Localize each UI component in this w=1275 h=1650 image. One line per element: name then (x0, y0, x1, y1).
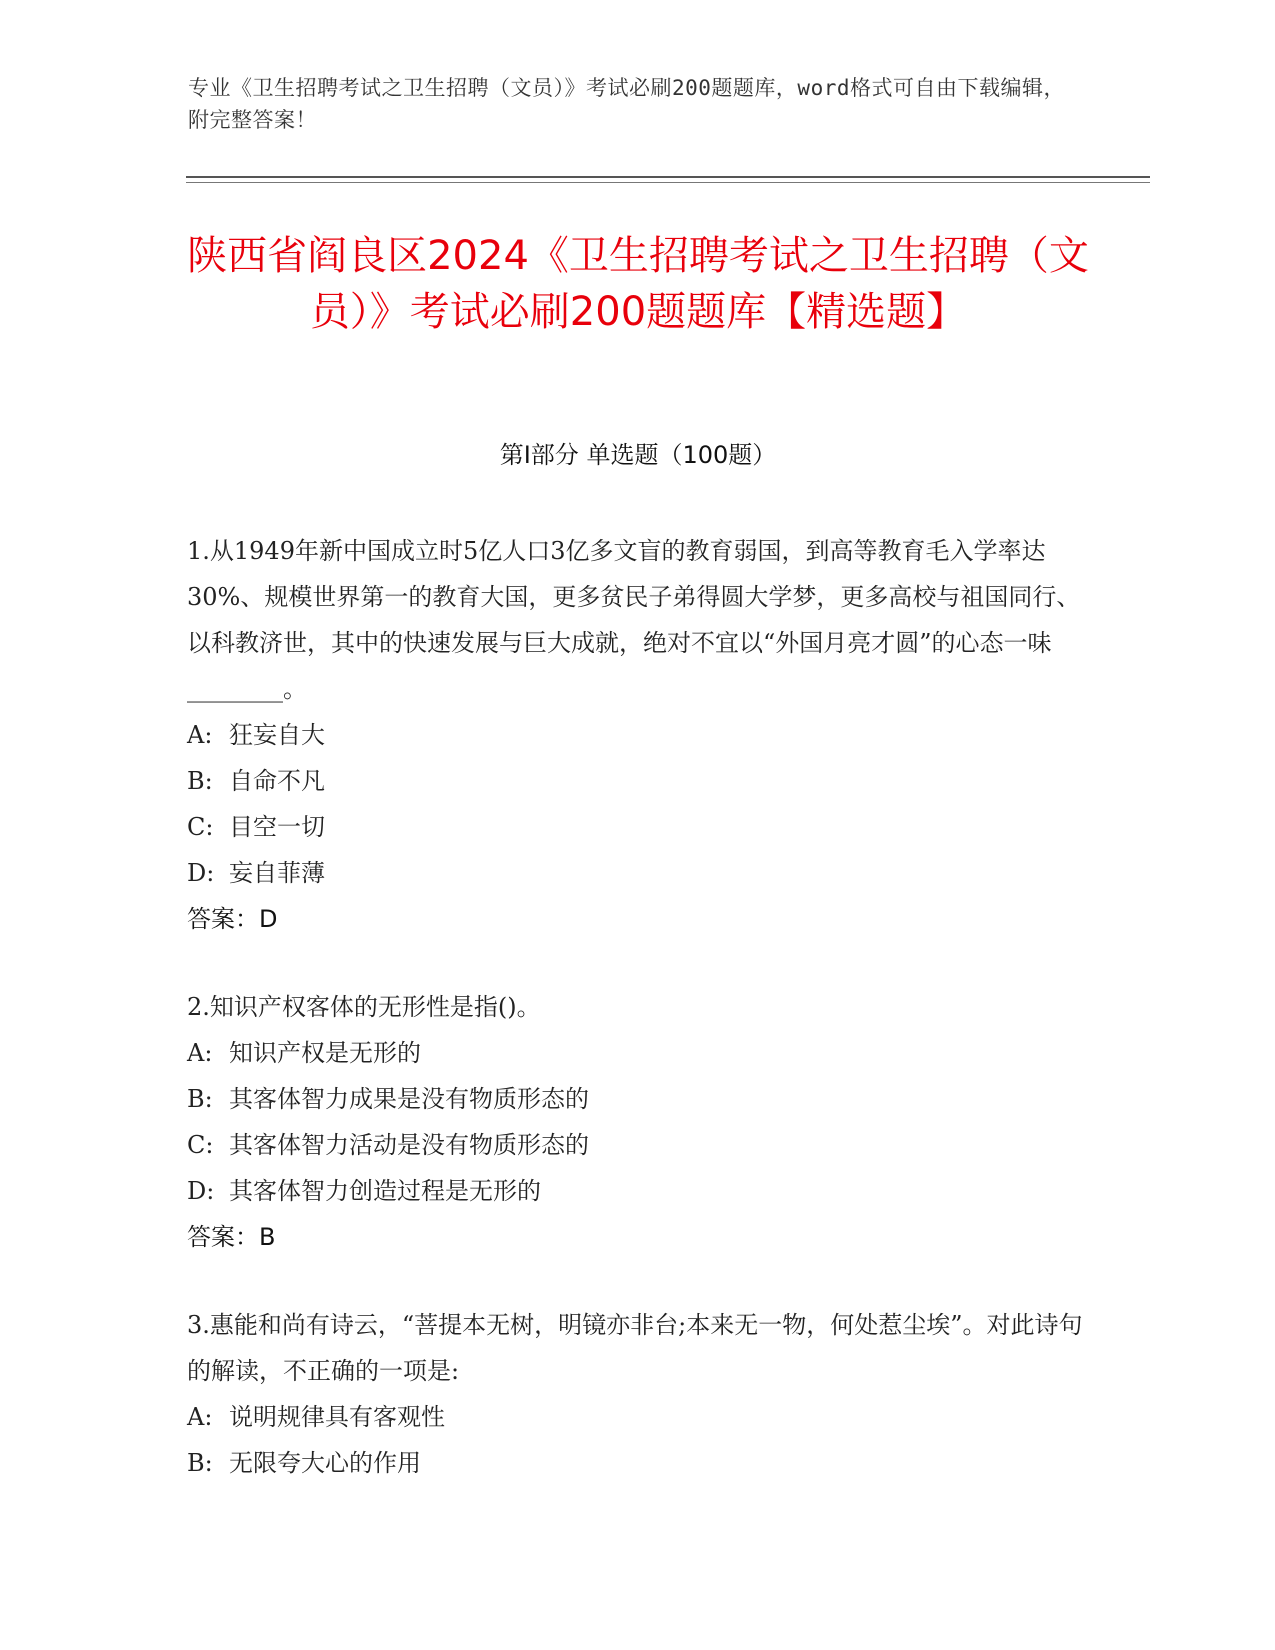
option-b (187, 1076, 1085, 1122)
question-2 (187, 984, 1085, 1260)
option-a (187, 1394, 1085, 1440)
header-divider-thick (186, 176, 1150, 178)
option-text: 说明规律具有客观性 (229, 1403, 445, 1431)
option-a (187, 712, 1085, 758)
option-text: 狂妄自大 (229, 721, 325, 749)
question-3 (187, 1302, 1085, 1486)
option-b (187, 758, 1085, 804)
option-b (187, 1440, 1085, 1486)
option-c (187, 804, 1085, 850)
answer: 答案：B (187, 1223, 276, 1251)
option-letter: D: (187, 1177, 215, 1205)
question-list (187, 528, 1085, 1528)
question-stem: 1.从1949年新中国成立时5亿人口3亿多文盲的教育弱国，到高等教育毛入学率达30%、规模世界第一的教育大国，更多贫民子弟得圆大学梦，更多高校与祖国同行、以科教济世，其中的快速发展与巨大成就，绝对不宜以“外国月亮才圆”的心态一味________。 (187, 537, 1081, 703)
option-letter: A: (187, 1403, 213, 1431)
option-d (187, 1168, 1085, 1214)
option-text: 知识产权是无形的 (229, 1039, 421, 1067)
question-1 (187, 528, 1085, 942)
option-letter: A: (187, 1039, 213, 1067)
option-text: 其客体智力创造过程是无形的 (229, 1177, 541, 1205)
option-letter: A: (187, 721, 213, 749)
option-text: 无限夸大心的作用 (229, 1449, 421, 1477)
header-divider-thin (186, 182, 1150, 183)
question-stem: 3.惠能和尚有诗云，“菩提本无树，明镜亦非台;本来无一物，何处惹尘埃”。对此诗句的解读，不正确的一项是: (187, 1311, 1083, 1385)
question-stem: 2.知识产权客体的无形性是指()。 (187, 993, 541, 1021)
option-text: 自命不凡 (229, 767, 325, 795)
option-d (187, 850, 1085, 896)
option-letter: C: (187, 813, 214, 841)
option-text: 其客体智力成果是没有物质形态的 (229, 1085, 589, 1113)
section-title: 第Ⅰ部分 单选题（100题） (499, 441, 777, 469)
option-letter: B: (187, 1449, 213, 1477)
option-text: 目空一切 (229, 813, 325, 841)
option-letter: B: (187, 767, 213, 795)
answer: 答案：D (187, 905, 278, 933)
option-c (187, 1122, 1085, 1168)
option-letter: D: (187, 859, 215, 887)
option-letter: B: (187, 1085, 213, 1113)
option-letter: C: (187, 1131, 214, 1159)
option-text: 妄自菲薄 (229, 859, 325, 887)
document-title: 陕西省阎良区2024《卫生招聘考试之卫生招聘（文员）》考试必刷200题题库【精选题】 (187, 233, 1089, 335)
header-note: 专业《卫生招聘考试之卫生招聘（文员）》考试必刷200题题库，word格式可自由下载编辑，附完整答案！ (188, 76, 1065, 132)
option-a (187, 1030, 1085, 1076)
option-text: 其客体智力活动是没有物质形态的 (229, 1131, 589, 1159)
